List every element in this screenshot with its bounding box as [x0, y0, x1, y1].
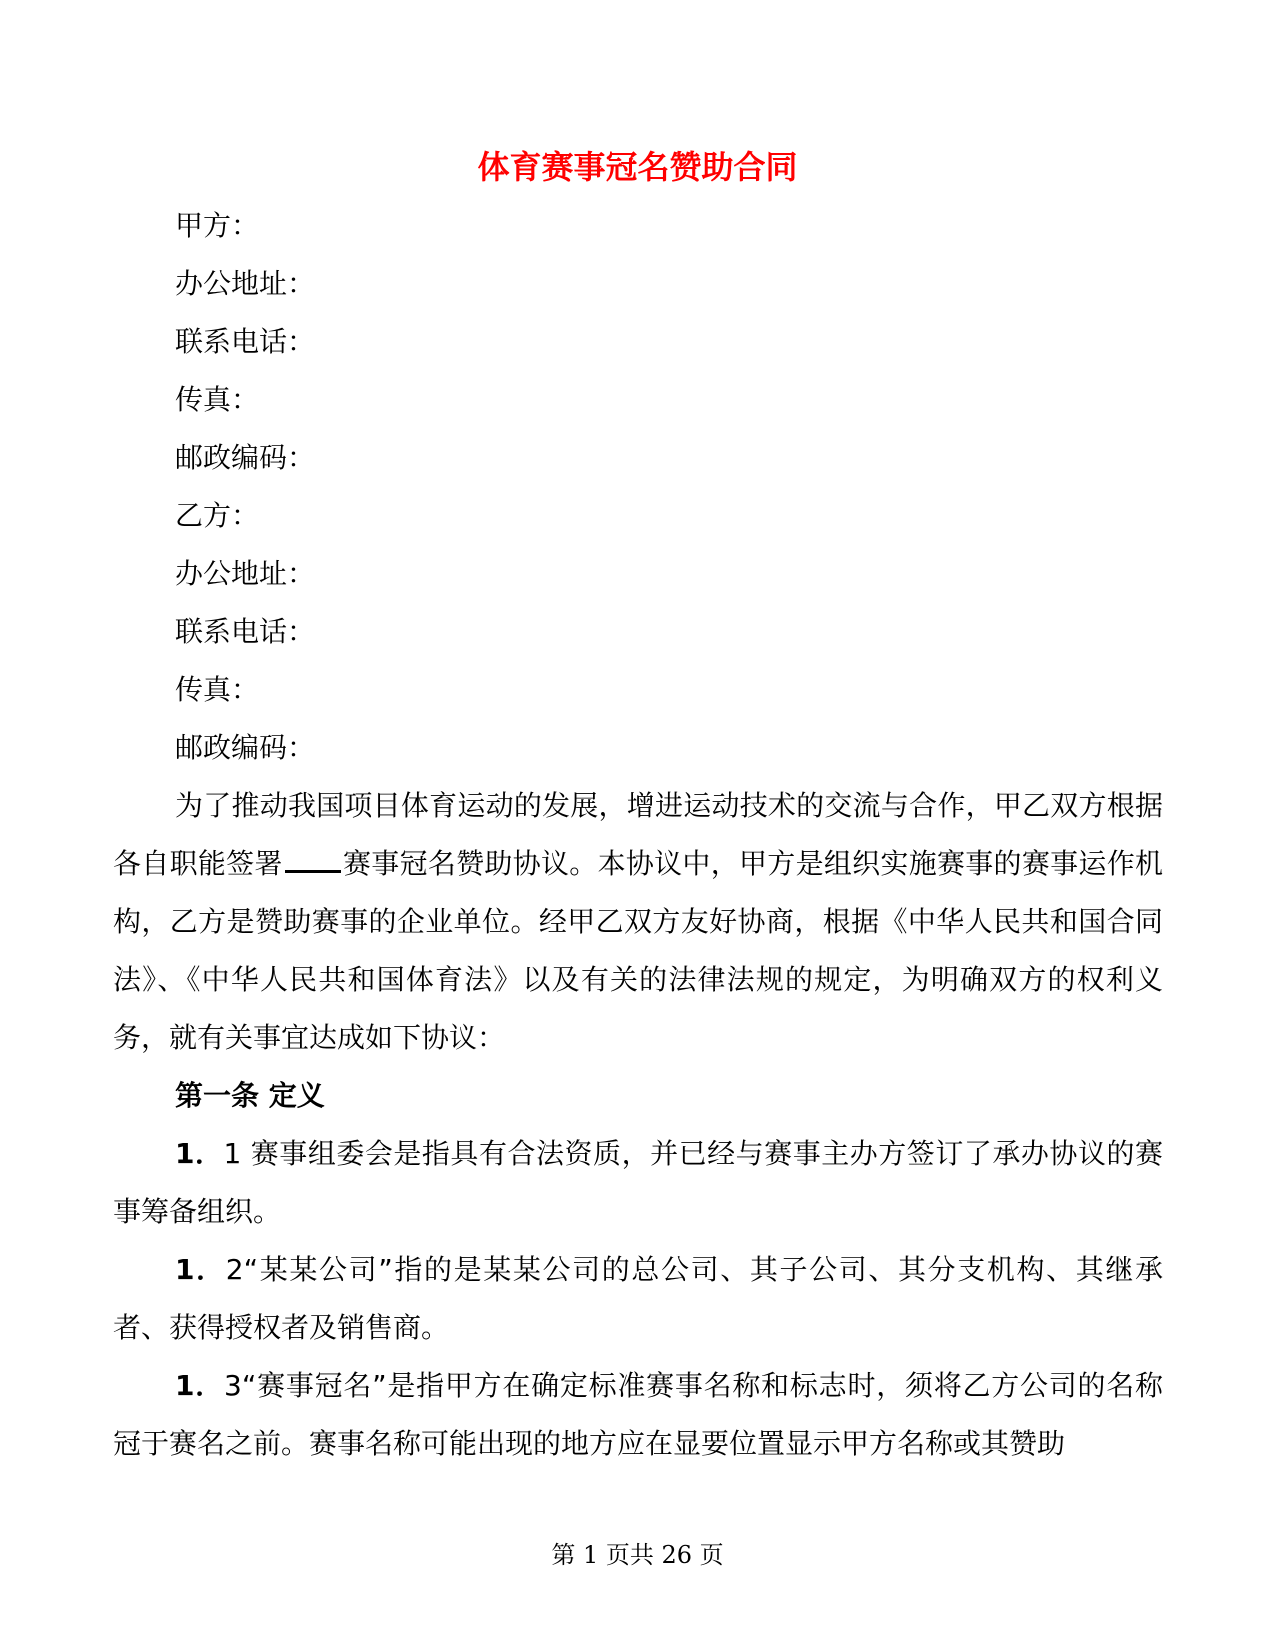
party-a-postcode: 邮政编码：: [175, 441, 316, 474]
party-b-postcode: 邮政编码：: [175, 731, 316, 764]
party-b-fax: 传真：: [175, 673, 260, 706]
document-body: [113, 197, 1163, 1473]
party-b-label: 乙方：: [175, 499, 260, 532]
party-a-fax: 传真：: [175, 383, 260, 416]
party-a-phone: 联系电话：: [175, 325, 316, 358]
party-b-address: 办公地址：: [175, 557, 316, 590]
intro-part1: 为了推动我国项目体育运动的发展，增进运动技术的交流与合作，甲乙双方根据各自职能签署: [113, 789, 1163, 880]
page-footer: 第 1 页共 26 页: [551, 1541, 724, 1569]
intro-part2: 赛事冠名赞助协议。本协议中，甲方是组织实施赛事的赛事运作机构，乙方是赞助赛事的企业单位。经甲乙双方友好协商，根据《中华人民共和国合同法》、《中华人民共和国体育法》以及有关的法律法规的规定，为明确双方的权利义务，就有关事宜达成如下协议：: [113, 847, 1163, 1054]
party-a-label: 甲方：: [175, 209, 260, 242]
clause-1-1: [113, 1125, 1163, 1241]
document-title: 体育赛事冠名赞助合同: [477, 148, 798, 186]
clause-text: 3“赛事冠名”是指甲方在确定标准赛事名称和标志时，须将乙方公司的名称冠于赛名之前。赛事名称可能出现的地方应在显要位置显示甲方名称或其赞助: [113, 1369, 1163, 1460]
blank-underline: [285, 846, 341, 873]
article-1-heading: 第一条 定义: [175, 1079, 325, 1112]
clause-number: 1．: [175, 1137, 224, 1170]
clause-text: 2“某某公司”指的是某某公司的总公司、其子公司、其分支机构、其继承者、获得授权者及销售商。: [113, 1253, 1163, 1344]
party-b-phone: 联系电话：: [175, 615, 316, 648]
party-a-address: 办公地址：: [175, 267, 316, 300]
clause-1-2: [113, 1241, 1163, 1357]
clause-number: 1．: [175, 1369, 224, 1402]
intro-paragraph: [113, 777, 1163, 1067]
clause-1-3: [113, 1357, 1163, 1473]
clause-number: 1．: [175, 1253, 226, 1286]
clause-text: 1 赛事组委会是指具有合法资质，并已经与赛事主办方签订了承办协议的赛事筹备组织。: [113, 1137, 1163, 1228]
